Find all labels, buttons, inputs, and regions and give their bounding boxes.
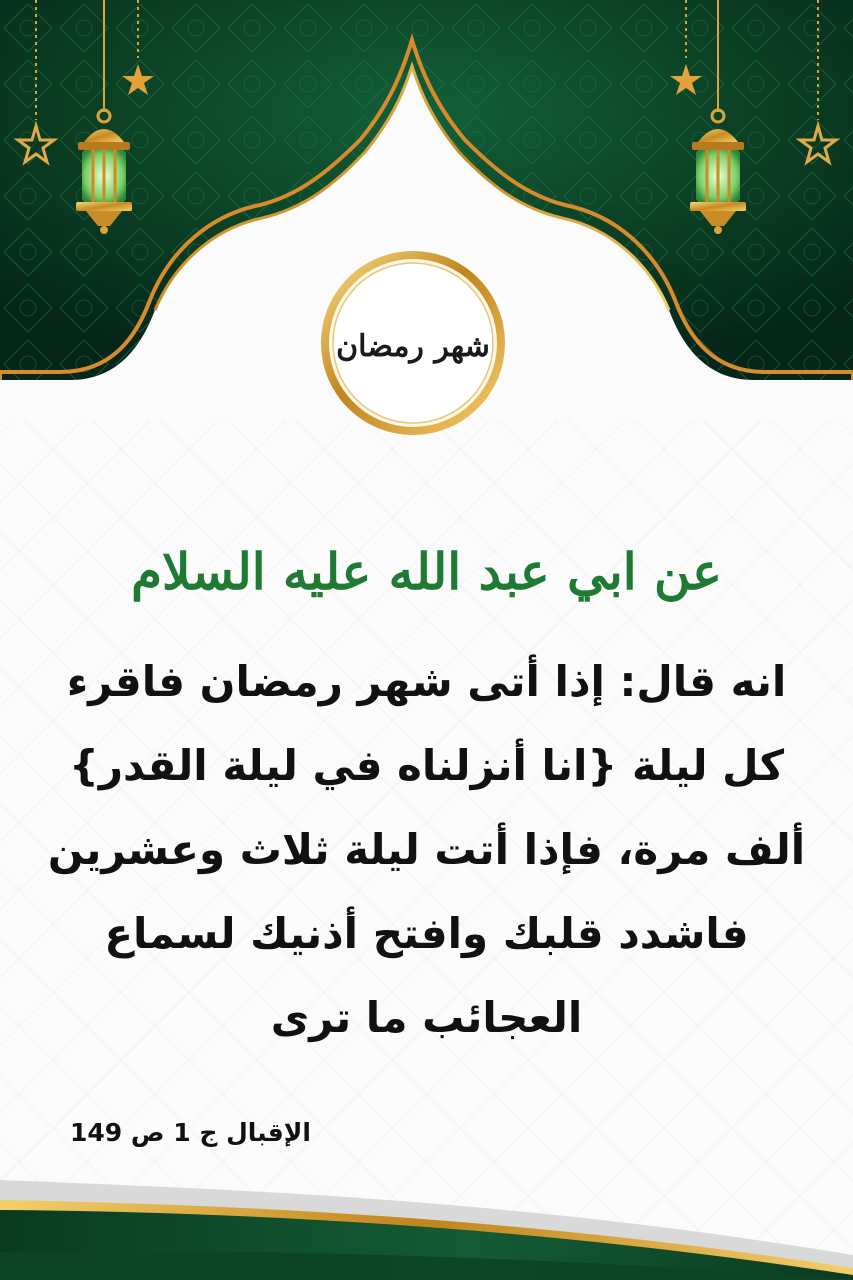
hadith-line: انه قال: إذا أتى شهر رمضان فاقرء [66,657,787,706]
hadith-text [40,640,813,1060]
hadith-line: كل ليلة {انا أنزلناه في ليلة القدر} [68,741,785,790]
logo-text: شهر رمضان [336,329,490,364]
hadith-line: ألف مرة، فإذا أتت ليلة ثلاث وعشرين [47,825,806,874]
citation: الإقبال ج 1 ص 149 [70,1118,311,1147]
bottom-wave-band [0,1160,853,1280]
heading-title: عن ابي عبد الله عليه السلام [131,542,722,601]
calligraphy-logo [318,248,508,438]
hadith-line: العجائب ما ترى [270,993,583,1042]
hadith-line: فاشدد قلبك وافتح أذنيك لسماع [104,909,749,958]
